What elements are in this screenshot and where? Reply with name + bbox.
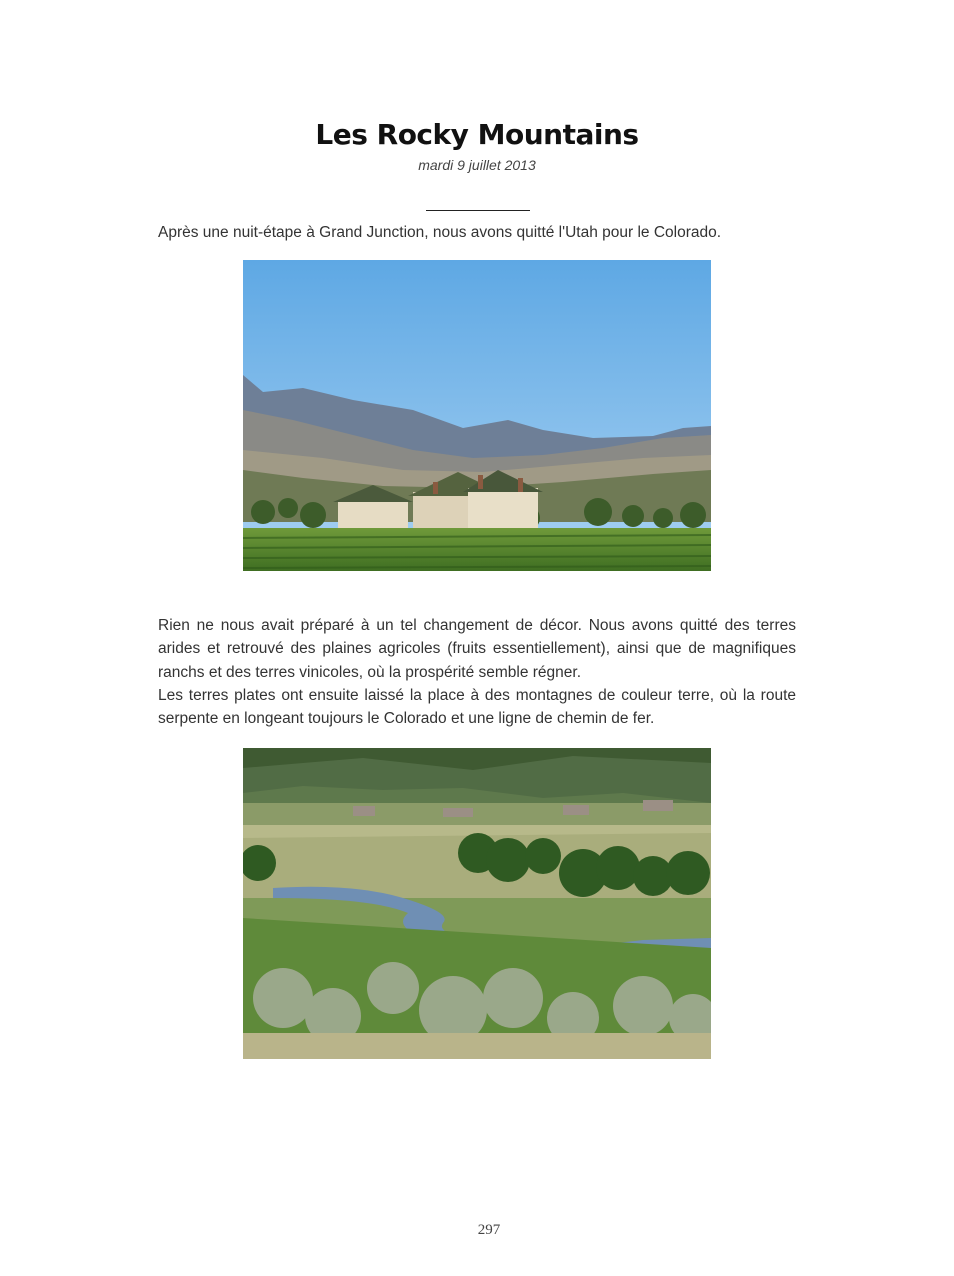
post-date: mardi 9 juillet 2013 [418,157,536,173]
title-divider [426,210,530,211]
body-paragraph-1: Rien ne nous avait préparé à un tel changement de décor. Nous avons quitté des terres arides et retrouvé des plaines agricoles (fruits essentiellement), ainsi que de magnifiques ranchs et des terres vinicoles, où la prospérité semble régner. [158,617,796,681]
body-paragraph-2: Les terres plates ont ensuite laissé la place à des montagnes de couleur terre, où la route serpente en longeant toujours le Colorado et une ligne de chemin de fer. [158,687,796,728]
page-title: Les Rocky Mountains [315,118,639,151]
intro-text: Après une nuit-étape à Grand Junction, nous avons quitté l'Utah pour le Colorado. [158,224,722,241]
photo-river-valley [243,748,711,1059]
page-number: 297 [477,1222,501,1238]
photo-ranch-vineyard [243,260,711,571]
